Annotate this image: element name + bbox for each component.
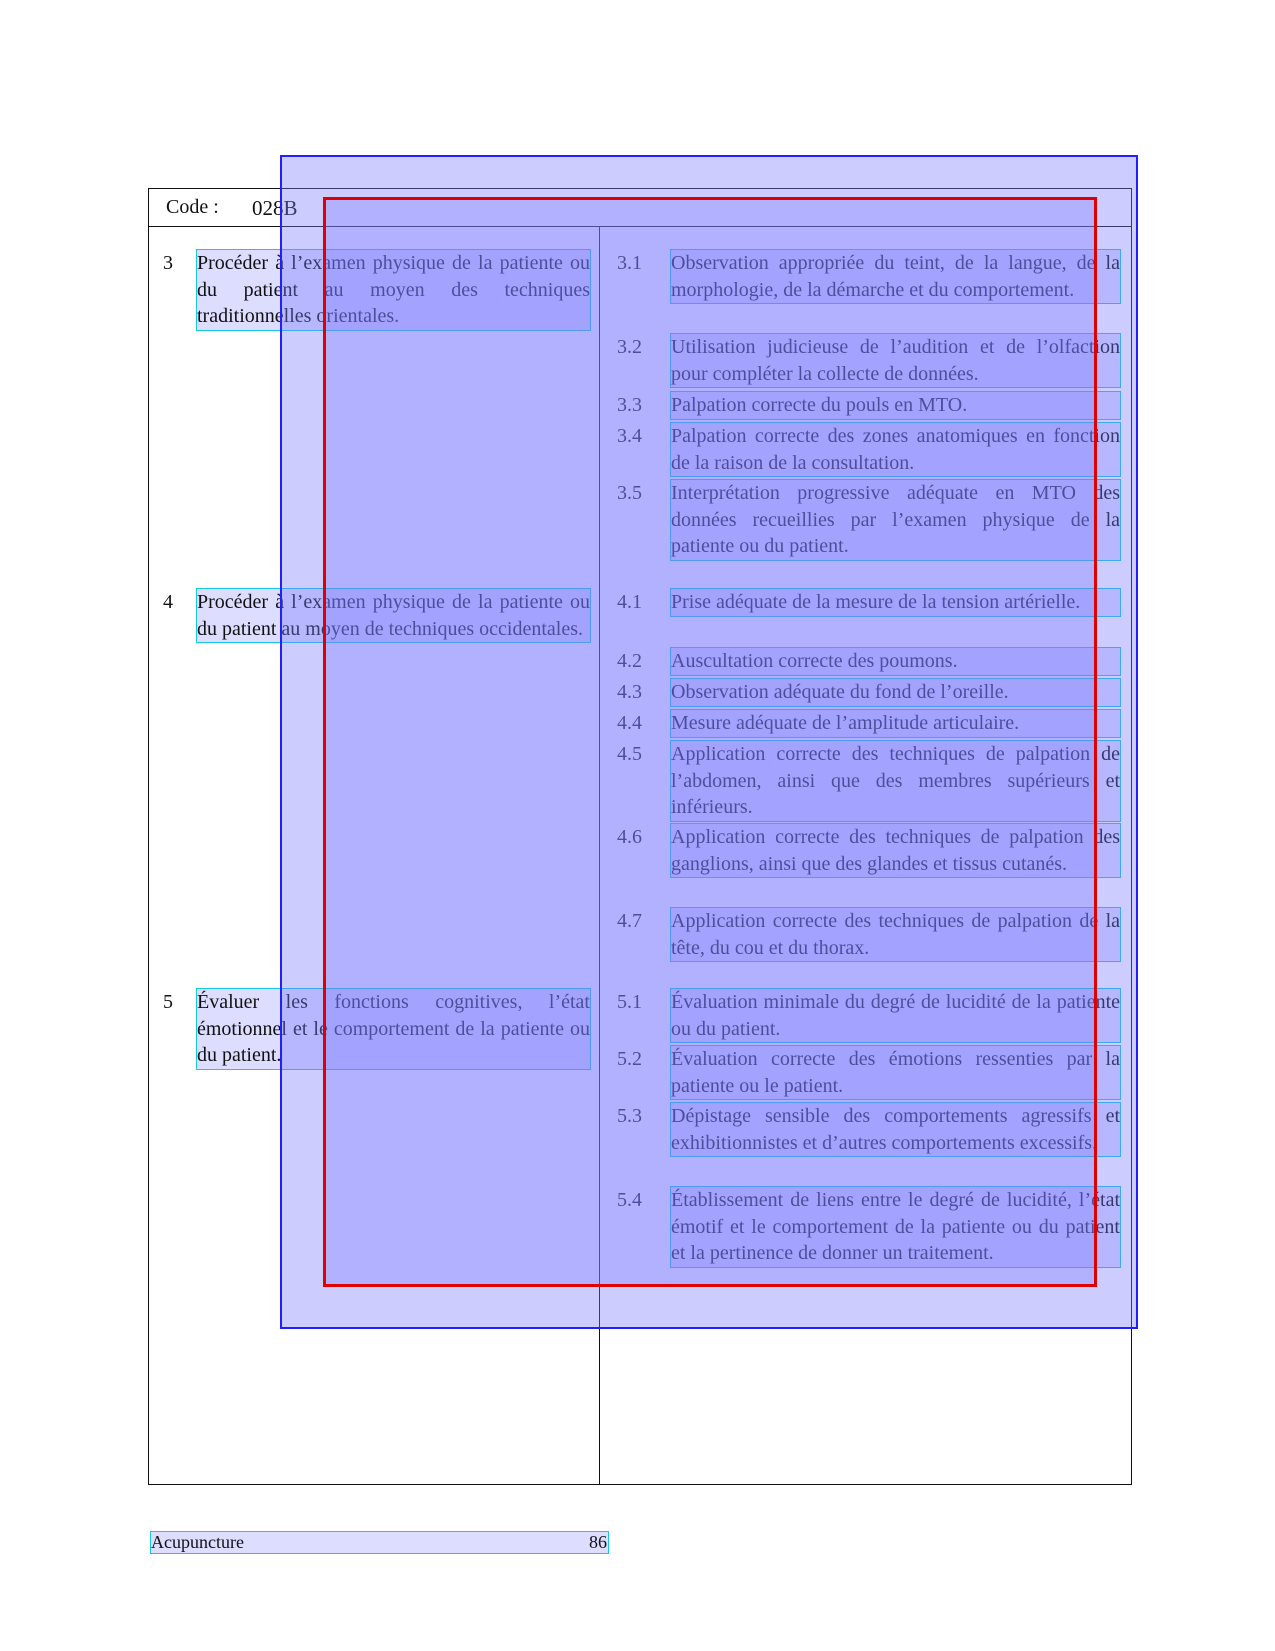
criterion-text-content: Application correcte des techniques de palpation des ganglions, ainsi que des glandes et tissus cutanés. <box>671 824 1120 877</box>
element-text-content: Procéder à l’examen physique de la patiente ou du patient au moyen de techniques occidentales. <box>197 589 590 642</box>
footer-title: Acupuncture <box>151 1532 608 1553</box>
criterion-text-content: Observation appropriée du teint, de la langue, de la morphologie, de la démarche et du comportement. <box>671 250 1120 303</box>
criterion-text-content: Évaluation correcte des émotions ressenties par la patiente ou le patient. <box>671 1046 1120 1099</box>
criterion-text-content: Auscultation correcte des poumons. <box>671 648 1120 675</box>
element-number: 3 <box>163 252 173 274</box>
element-text-content: Procéder à l’examen physique de la patiente ou du patient au moyen des techniques traditionnelles orientales. <box>197 250 590 330</box>
criterion-number: 4.2 <box>617 650 642 672</box>
criterion-text-content: Évaluation minimale du degré de lucidité de la patiente ou du patient. <box>671 989 1120 1042</box>
criterion-number: 4.7 <box>617 910 642 932</box>
criterion-number: 5.4 <box>617 1189 642 1211</box>
criterion-number: 5.2 <box>617 1048 642 1070</box>
criterion-text-content: Interprétation progressive adéquate en MTO des données recueillies par l’examen physique de la patiente ou du patient. <box>671 480 1120 560</box>
element-number: 5 <box>163 991 173 1013</box>
criterion-text-content: Dépistage sensible des comportements agressifs et exhibitionnistes et d’autres comportements excessifs. <box>671 1103 1120 1156</box>
criterion-number: 3.3 <box>617 394 642 416</box>
criterion-number: 4.3 <box>617 681 642 703</box>
criterion-number: 4.6 <box>617 826 642 848</box>
code-label: Code : <box>166 196 219 218</box>
criterion-text-content: Application correcte des techniques de palpation de l’abdomen, ainsi que des membres supérieurs et inférieurs. <box>671 741 1120 821</box>
criterion-text-content: Prise adéquate de la mesure de la tension artérielle. <box>671 589 1120 616</box>
criterion-number: 5.1 <box>617 991 642 1013</box>
criterion-number: 3.5 <box>617 482 642 504</box>
criterion-text-content: Observation adéquate du fond de l’oreille. <box>671 679 1120 706</box>
element-text-content: Évaluer les fonctions cognitives, l’état émotionnel et le comportement de la patiente ou du patient. <box>197 989 590 1069</box>
criterion-text-content: Palpation correcte des zones anatomiques en fonction de la raison de la consultation. <box>671 423 1120 476</box>
criterion-number: 4.1 <box>617 591 642 613</box>
criterion-number: 3.1 <box>617 252 642 274</box>
criterion-text-content: Utilisation judicieuse de l’audition et de l’olfaction pour compléter la collecte de données. <box>671 334 1120 387</box>
code-value: 028B <box>252 196 298 220</box>
criterion-text-content: Palpation correcte du pouls en MTO. <box>671 392 1120 419</box>
page-number: 86 <box>589 1532 607 1552</box>
criterion-number: 3.2 <box>617 336 642 358</box>
annotation-region-inner <box>323 197 1097 1287</box>
criterion-number: 5.3 <box>617 1105 642 1127</box>
element-number: 4 <box>163 591 173 613</box>
criterion-number: 3.4 <box>617 425 642 447</box>
criterion-text-content: Mesure adéquate de l’amplitude articulaire. <box>671 710 1120 737</box>
criterion-text-content: Application correcte des techniques de palpation de la tête, du cou et du thorax. <box>671 908 1120 961</box>
criterion-number: 4.4 <box>617 712 642 734</box>
criterion-number: 4.5 <box>617 743 642 765</box>
criterion-text-content: Établissement de liens entre le degré de lucidité, l’état émotif et le comportement de la patiente ou du patient et la pertinence de donner un traitement. <box>671 1187 1120 1267</box>
